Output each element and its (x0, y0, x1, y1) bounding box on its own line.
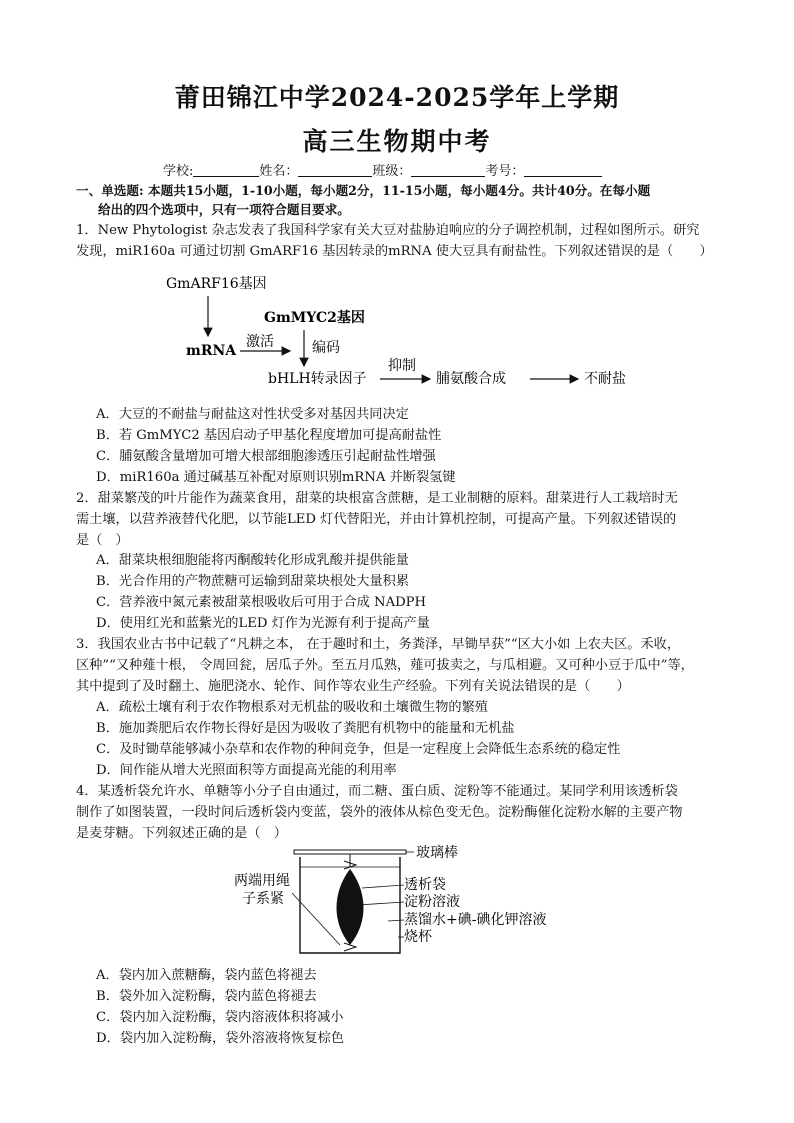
q1-diagram (160, 270, 650, 395)
q4-option-c[interactable]: C．袋内加入淀粉酶，袋内溶液体积将减小 (96, 1010, 344, 1025)
encode-label: 编码 (312, 340, 340, 356)
q1-option-b[interactable]: B．若 GmMYC2 基因启动子甲基化程度增加可提高耐盐性 (96, 428, 442, 443)
starch-solution-label: 淀粉溶液 (404, 894, 460, 910)
q2-option-b[interactable]: B．光合作用的产物蔗糖可运输到甜菜块根处大量积累 (96, 574, 410, 589)
q3-stem-line1: 3．我国农业古书中记载了“凡耕之本， 在于趣时和土，务粪泽，早锄早获”“区大小如 上农夫区。禾收， (76, 637, 681, 652)
gmmyc2-gene-label: GmMYC2基因 (264, 310, 365, 326)
inhibit-label: 抑制 (388, 358, 416, 374)
exam-title: 莆田锦江中学2024-2025学年上学期 (174, 83, 620, 112)
q3-stem-line3: 其中提到了及时翻土、施肥浇水、轮作、间作等农业生产经验。下列有关说法错误的是（ ） (76, 679, 630, 694)
class-label: 班级： (372, 164, 412, 179)
school-label: 学校: (163, 164, 194, 179)
gmarf16-gene-label: GmARF16基因 (166, 276, 267, 292)
q1-option-d[interactable]: D．miR160a 通过碱基互补配对原则识别mRNA 并断裂氢键 (96, 470, 456, 485)
mrna-label: mRNA (186, 343, 237, 359)
q2-option-d[interactable]: D．使用红光和蓝紫光的LED 灯作为光源有利于提高产量 (96, 616, 430, 631)
q4-option-b[interactable]: B．袋外加入淀粉酶，袋内蓝色将褪去 (96, 989, 317, 1004)
q4-stem-line2: 制作了如图装置，一段时间后透析袋内变蓝，袋外的液体从棕色变无色。淀粉酶催化淀粉水解的主要产物 (76, 805, 683, 820)
q1-option-c[interactable]: C．脯氨酸含量增加可增大根部细胞渗透压引起耐盐性增强 (96, 449, 436, 464)
q4-stem-line1: 4．某透析袋允许水、单糖等小分子自由通过，而二糖、蛋白质、淀粉等不能通过。某同学利用该透析袋 (76, 784, 678, 799)
exam-subtitle: 高三生物期中考 (302, 127, 492, 156)
q4-dialysis-diagram (228, 843, 568, 961)
name-label: 姓名： (259, 164, 299, 179)
tie-label-line2: 子系紧 (242, 891, 284, 907)
bhlh-tf-label: bHLH转录因子 (268, 371, 367, 387)
q4-option-a[interactable]: A．袋内加入蔗糖酶，袋内蓝色将褪去 (96, 968, 317, 983)
activate-label: 激活 (246, 334, 274, 350)
q3-option-d[interactable]: D．间作能从增大光照面积等方面提高光能的利用率 (96, 763, 397, 778)
dialysis-bag (337, 869, 364, 945)
q3-option-c[interactable]: C．及时锄草能够减小杂草和农作物的种间竞争，但是一定程度上会降低生态系统的稳定性 (96, 742, 621, 757)
q3-option-b[interactable]: B．施加粪肥后农作物长得好是因为吸收了粪肥有机物中的能量和无机盐 (96, 721, 515, 736)
q4-stem-line3: 是麦芽糖。下列叙述正确的是（ ） (76, 826, 287, 841)
q2-stem-line1: 2．甜菜繁茂的叶片能作为蔬菜食用，甜菜的块根富含蔗糖，是工业制糖的原料。甜菜进行人工栽培时无 (76, 491, 678, 506)
q1-stem-line2: 发现，miR160a 可通过切割 GmARF16 基因转录的mRNA 使大豆具有耐盐性。下列叙述错误的是（ ） (76, 244, 713, 259)
student-info-line (163, 160, 602, 179)
q4-option-d[interactable]: D．袋内加入淀粉酶，袋外溶液将恢复棕色 (96, 1031, 344, 1046)
glass-rod (294, 850, 406, 854)
q3-stem-line2: 区种”“又种薤十根， 令周回瓮，居瓜子外。至五月瓜熟，薤可拔卖之，与瓜相避。又可种小豆于瓜中”等， (76, 658, 694, 673)
exam-no-blank[interactable] (524, 164, 602, 177)
tie-label-line1: 两端用绳 (234, 873, 290, 889)
school-blank[interactable] (193, 164, 259, 177)
beaker-label: 烧杯 (404, 929, 432, 945)
section-heading: 一、单选题: 本题共15小题，1-10小题，每小题2分，11-15小题，每小题4分。共计40分。在每小题 (76, 183, 651, 198)
q2-option-c[interactable]: C．营养液中氮元素被甜菜根吸收后可用于合成 NADPH (96, 595, 427, 610)
exam-no-label: 考号： (485, 164, 525, 179)
q2-stem-line3: 是（ ） (76, 533, 129, 548)
q3-option-a[interactable]: A．疏松土壤有利于农作物根系对无机盐的吸收和土壤微生物的繁殖 (96, 700, 488, 715)
q2-stem-line2: 需土壤，以营养液替代化肥，以节能LED 灯代替阳光，并由计算机控制，可提高产量。下列叙述错误的 (76, 512, 677, 527)
q1-option-a[interactable]: A．大豆的不耐盐与耐盐这对性状受多对基因共同决定 (96, 407, 409, 422)
glass-rod-label: 玻璃棒 (416, 845, 458, 861)
section-heading-cont: 给出的四个选项中，只有一项符合题目要求。 (98, 202, 350, 217)
not-salt-tolerant-label: 不耐盐 (584, 371, 626, 387)
q1-stem-line1: 1．New Phytologist 杂志发表了我国科学家有关大豆对盐胁迫响应的分子调控机制，过程如图所示。研究 (76, 223, 700, 238)
name-blank[interactable] (298, 164, 372, 177)
class-blank[interactable] (411, 164, 485, 177)
dialysis-bag-label: 透析袋 (404, 877, 446, 893)
iodine-solution-label: 蒸馏水+碘-碘化钾溶液 (404, 912, 547, 928)
proline-synthesis-label: 脯氨酸合成 (436, 371, 506, 387)
q2-option-a[interactable]: A．甜菜块根细胞能将丙酮酸转化形成乳酸并提供能量 (96, 553, 409, 568)
